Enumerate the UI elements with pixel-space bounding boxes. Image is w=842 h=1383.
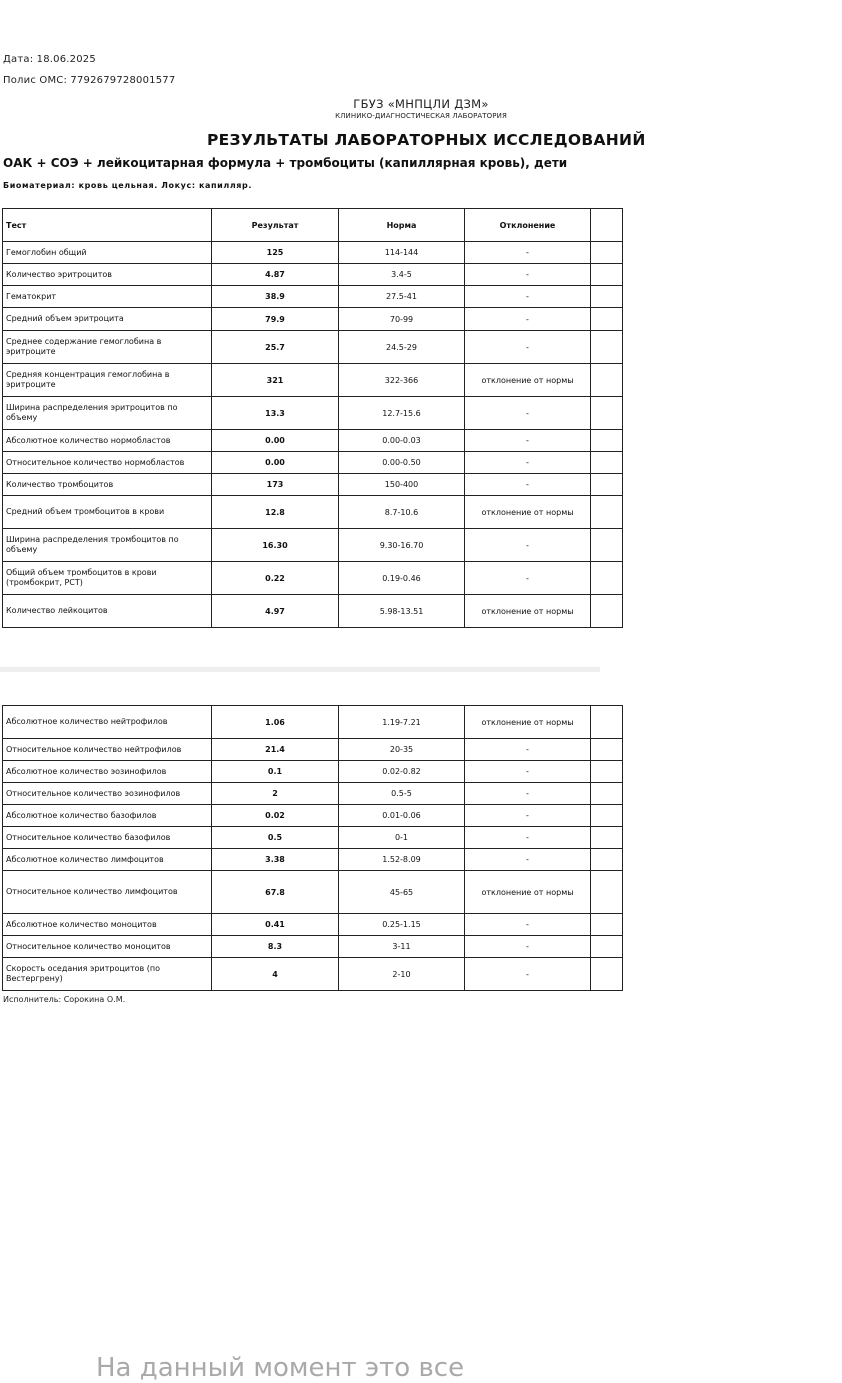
cell-extra	[591, 264, 623, 286]
table-row	[3, 562, 623, 595]
oms-policy: Полис ОМС: 7792679728001577	[3, 75, 176, 86]
cell-result: 0.5	[212, 827, 339, 849]
table-row	[3, 936, 623, 958]
cell-extra	[591, 914, 623, 936]
cell-extra	[591, 529, 623, 562]
cell-result: 16.30	[212, 529, 339, 562]
cell-norm: 3-11	[339, 936, 465, 958]
table-row	[3, 264, 623, 286]
cell-result: 79.9	[212, 308, 339, 331]
cell-extra	[591, 562, 623, 595]
cell-extra	[591, 496, 623, 529]
cell-result: 38.9	[212, 286, 339, 308]
cell-norm: 70-99	[339, 308, 465, 331]
organization-subtitle: КЛИНИКО-ДИАГНОСТИЧЕСКАЯ ЛАБОРАТОРИЯ	[335, 112, 507, 120]
cell-deviation: -	[465, 242, 591, 264]
cell-result: 0.41	[212, 914, 339, 936]
cell-deviation: -	[465, 264, 591, 286]
cell-norm: 0.02-0.82	[339, 761, 465, 783]
cell-result: 12.8	[212, 496, 339, 529]
table-row	[3, 308, 623, 331]
cell-norm: 0-1	[339, 827, 465, 849]
column-header-test: Тест	[3, 209, 212, 242]
footer-message: На данный момент это все	[96, 1353, 465, 1383]
cell-test-name: Относительное количество базофилов	[3, 827, 212, 849]
cell-norm: 0.00-0.03	[339, 430, 465, 452]
cell-test-name: Абсолютное количество нормобластов	[3, 430, 212, 452]
cell-extra	[591, 364, 623, 397]
cell-extra	[591, 430, 623, 452]
table-row	[3, 496, 623, 529]
cell-norm: 0.25-1.15	[339, 914, 465, 936]
cell-result: 125	[212, 242, 339, 264]
cell-result: 3.38	[212, 849, 339, 871]
cell-test-name: Общий объем тромбоцитов в крови (тромбокрит, PCT)	[3, 562, 212, 595]
cell-result: 21.4	[212, 739, 339, 761]
cell-test-name: Относительное количество моноцитов	[3, 936, 212, 958]
cell-test-name: Абсолютное количество лимфоцитов	[3, 849, 212, 871]
cell-norm: 150-400	[339, 474, 465, 496]
cell-extra	[591, 706, 623, 739]
cell-result: 1.06	[212, 706, 339, 739]
cell-extra	[591, 308, 623, 331]
cell-test-name: Относительное количество нормобластов	[3, 452, 212, 474]
cell-result: 2	[212, 783, 339, 805]
cell-deviation: -	[465, 805, 591, 827]
cell-deviation: -	[465, 331, 591, 364]
table-row	[3, 739, 623, 761]
cell-extra	[591, 452, 623, 474]
performer-line: Исполнитель: Сорокина О.М.	[3, 995, 126, 1004]
biomaterial-line: Биоматериал: кровь цельная. Локус: капилляр.	[3, 181, 252, 190]
table-row	[3, 914, 623, 936]
cell-result: 4.87	[212, 264, 339, 286]
cell-test-name: Абсолютное количество эозинофилов	[3, 761, 212, 783]
cell-norm: 20-35	[339, 739, 465, 761]
cell-test-name: Скорость оседания эритроцитов (по Вестергрену)	[3, 958, 212, 991]
cell-norm: 322-366	[339, 364, 465, 397]
cell-result: 0.22	[212, 562, 339, 595]
cell-extra	[591, 595, 623, 628]
table-row	[3, 805, 623, 827]
cell-result: 4.97	[212, 595, 339, 628]
cell-test-name: Относительное количество лимфоцитов	[3, 871, 212, 914]
table-row	[3, 397, 623, 430]
panel-title: ОАК + СОЭ + лейкоцитарная формула + тромбоциты (капиллярная кровь), дети	[3, 156, 568, 170]
cell-test-name: Ширина распределения тромбоцитов по объему	[3, 529, 212, 562]
table-row	[3, 958, 623, 991]
cell-extra	[591, 827, 623, 849]
cell-extra	[591, 286, 623, 308]
cell-deviation: -	[465, 562, 591, 595]
cell-deviation: отклонение от нормы	[465, 706, 591, 739]
organization-name: ГБУЗ «МНПЦЛИ ДЗМ»	[353, 97, 489, 111]
cell-norm: 0.00-0.50	[339, 452, 465, 474]
cell-extra	[591, 474, 623, 496]
cell-test-name: Абсолютное количество базофилов	[3, 805, 212, 827]
cell-result: 67.8	[212, 871, 339, 914]
cell-test-name: Среднее содержание гемоглобина в эритроците	[3, 331, 212, 364]
cell-norm: 1.19-7.21	[339, 706, 465, 739]
cell-norm: 24.5-29	[339, 331, 465, 364]
cell-deviation: отклонение от нормы	[465, 496, 591, 529]
cell-norm: 8.7-10.6	[339, 496, 465, 529]
cell-deviation: -	[465, 452, 591, 474]
cell-deviation: отклонение от нормы	[465, 871, 591, 914]
cell-norm: 2-10	[339, 958, 465, 991]
table-row	[3, 474, 623, 496]
cell-deviation: отклонение от нормы	[465, 595, 591, 628]
cell-extra	[591, 242, 623, 264]
cell-deviation: -	[465, 827, 591, 849]
cell-extra	[591, 871, 623, 914]
cell-deviation: -	[465, 397, 591, 430]
cell-test-name: Относительное количество эозинофилов	[3, 783, 212, 805]
cell-deviation: -	[465, 936, 591, 958]
cell-test-name: Средняя концентрация гемоглобина в эритроците	[3, 364, 212, 397]
cell-result: 0.1	[212, 761, 339, 783]
cell-test-name: Средний объем эритроцита	[3, 308, 212, 331]
cell-norm: 0.19-0.46	[339, 562, 465, 595]
cell-deviation: -	[465, 958, 591, 991]
cell-test-name: Ширина распределения эритроцитов по объему	[3, 397, 212, 430]
cell-test-name: Количество лейкоцитов	[3, 595, 212, 628]
cell-deviation: отклонение от нормы	[465, 364, 591, 397]
table-row	[3, 827, 623, 849]
table-header-row	[3, 209, 623, 242]
column-header-deviation: Отклонение	[465, 209, 591, 242]
cell-result: 0.00	[212, 430, 339, 452]
table-row	[3, 331, 623, 364]
table-row	[3, 706, 623, 739]
table-row	[3, 286, 623, 308]
cell-norm: 114-144	[339, 242, 465, 264]
cell-deviation: -	[465, 783, 591, 805]
cell-result: 13.3	[212, 397, 339, 430]
cell-deviation: -	[465, 286, 591, 308]
report-date: Дата: 18.06.2025	[3, 54, 96, 65]
cell-norm: 3.4-5	[339, 264, 465, 286]
cell-test-name: Гемоглобин общий	[3, 242, 212, 264]
cell-deviation: -	[465, 308, 591, 331]
cell-test-name: Гематокрит	[3, 286, 212, 308]
cell-norm: 0.01-0.06	[339, 805, 465, 827]
cell-test-name: Количество эритроцитов	[3, 264, 212, 286]
table-row	[3, 452, 623, 474]
cell-extra	[591, 761, 623, 783]
cell-extra	[591, 783, 623, 805]
page-divider	[0, 667, 600, 672]
cell-extra	[591, 849, 623, 871]
cell-norm: 1.52-8.09	[339, 849, 465, 871]
cell-test-name: Абсолютное количество моноцитов	[3, 914, 212, 936]
cell-deviation: -	[465, 430, 591, 452]
cell-result: 0.00	[212, 452, 339, 474]
table-row	[3, 529, 623, 562]
cell-extra	[591, 936, 623, 958]
cell-result: 0.02	[212, 805, 339, 827]
cell-test-name: Абсолютное количество нейтрофилов	[3, 706, 212, 739]
cell-deviation: -	[465, 529, 591, 562]
cell-extra	[591, 331, 623, 364]
cell-norm: 12.7-15.6	[339, 397, 465, 430]
table-row	[3, 849, 623, 871]
cell-norm: 5.98-13.51	[339, 595, 465, 628]
document-title: РЕЗУЛЬТАТЫ ЛАБОРАТОРНЫХ ИССЛЕДОВАНИЙ	[207, 131, 646, 149]
cell-result: 25.7	[212, 331, 339, 364]
column-header-extra	[591, 209, 623, 242]
cell-deviation: -	[465, 761, 591, 783]
column-header-norm: Норма	[339, 209, 465, 242]
cell-test-name: Средний объем тромбоцитов в крови	[3, 496, 212, 529]
table-row	[3, 430, 623, 452]
cell-extra	[591, 397, 623, 430]
table-row	[3, 364, 623, 397]
cell-norm: 45-65	[339, 871, 465, 914]
cell-extra	[591, 805, 623, 827]
cell-deviation: -	[465, 474, 591, 496]
table-row	[3, 242, 623, 264]
cell-norm: 9.30-16.70	[339, 529, 465, 562]
cell-result: 4	[212, 958, 339, 991]
cell-deviation: -	[465, 849, 591, 871]
cell-result: 173	[212, 474, 339, 496]
cell-result: 321	[212, 364, 339, 397]
results-table-page-1	[2, 208, 623, 628]
cell-extra	[591, 958, 623, 991]
table-row	[3, 871, 623, 914]
results-table-page-2	[2, 705, 623, 991]
cell-norm: 0.5-5	[339, 783, 465, 805]
column-header-result: Результат	[212, 209, 339, 242]
cell-deviation: -	[465, 914, 591, 936]
cell-test-name: Относительное количество нейтрофилов	[3, 739, 212, 761]
cell-result: 8.3	[212, 936, 339, 958]
cell-extra	[591, 739, 623, 761]
table-row	[3, 595, 623, 628]
table-row	[3, 783, 623, 805]
cell-test-name: Количество тромбоцитов	[3, 474, 212, 496]
table-row	[3, 761, 623, 783]
cell-deviation: -	[465, 739, 591, 761]
cell-norm: 27.5-41	[339, 286, 465, 308]
